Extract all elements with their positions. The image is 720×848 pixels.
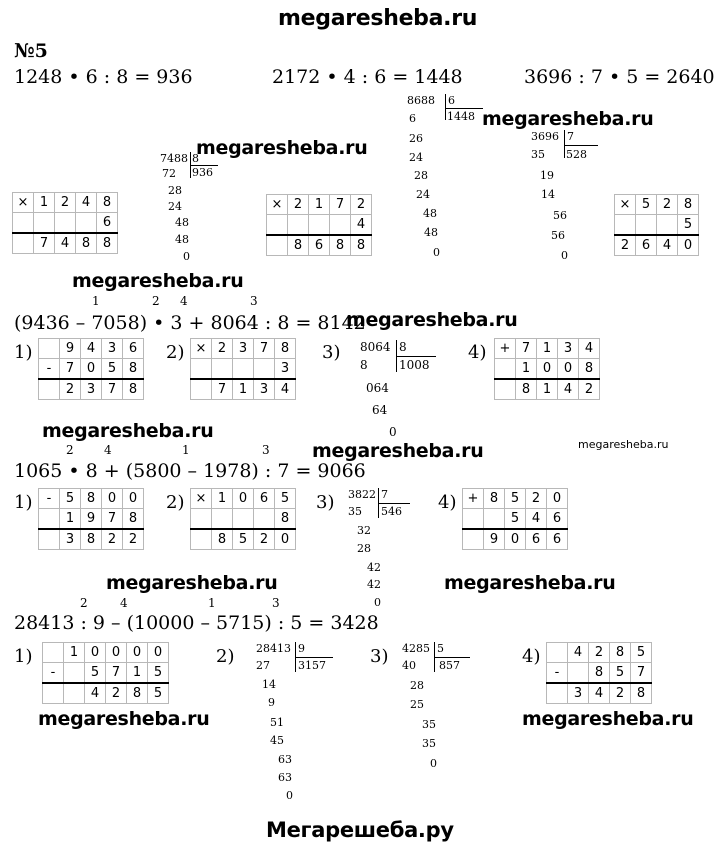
step: 0 (374, 596, 381, 609)
step-label: 4) (438, 492, 457, 513)
quotient: 3157 (298, 659, 326, 672)
digit: 3 (102, 339, 123, 359)
op: × (13, 193, 34, 213)
task-number: №5 (14, 40, 48, 62)
digit: 5 (505, 489, 526, 509)
watermark: megaresheba.ru (106, 572, 278, 594)
dividend: 8688 (407, 94, 435, 107)
quotient: 936 (192, 166, 213, 179)
digit: 7 (60, 359, 81, 380)
op: × (191, 489, 212, 509)
digit: 8 (76, 233, 97, 254)
digit: 0 (275, 529, 296, 550)
quotient: 546 (381, 505, 402, 518)
digit: 2 (615, 235, 636, 256)
step: 9 (268, 696, 275, 709)
digit: 8 (97, 233, 118, 254)
digit: 2 (60, 379, 81, 400)
watermark: megaresheba.ru (38, 708, 210, 730)
quotient-line (445, 108, 483, 109)
step: 27 (256, 659, 270, 672)
step-label: 4) (522, 646, 541, 667)
digit: 2 (657, 195, 678, 215)
step-label: 1) (14, 342, 33, 363)
op: × (267, 195, 288, 215)
step: 72 (162, 167, 176, 180)
step: 48 (424, 226, 438, 239)
step: 14 (262, 678, 276, 691)
step: 28 (357, 542, 371, 555)
digit: 6 (254, 489, 275, 509)
digit: 5 (148, 683, 169, 704)
quotient-line (396, 356, 436, 357)
digit: 0 (102, 489, 123, 509)
digit (484, 509, 505, 530)
digit (330, 215, 351, 236)
digit: 5 (610, 663, 631, 684)
divisor: 5 (437, 642, 444, 655)
digit: 6 (547, 529, 568, 550)
digit (212, 359, 233, 380)
digit: 4 (526, 509, 547, 530)
digit: 4 (558, 379, 579, 400)
digit: 8 (678, 195, 699, 215)
digit: 6 (636, 235, 657, 256)
order-number: 2 (80, 596, 88, 610)
step: 28 (414, 169, 428, 182)
step-label: 3) (370, 646, 389, 667)
step: 56 (551, 229, 565, 242)
digit (212, 509, 233, 530)
digit: 0 (148, 643, 169, 663)
op: - (43, 663, 64, 684)
op: - (39, 489, 60, 509)
step: 63 (278, 771, 292, 784)
digit: 0 (81, 359, 102, 380)
digit: 3 (568, 683, 589, 704)
digit: 9 (81, 509, 102, 530)
digit: 8 (123, 379, 144, 400)
step-label: 3) (322, 342, 341, 363)
digit: 5 (233, 529, 254, 550)
step: 28 (410, 679, 424, 692)
quotient-line (295, 657, 333, 658)
step: 24 (168, 200, 182, 213)
divisor: 7 (381, 488, 388, 501)
digit: 2 (212, 339, 233, 359)
step: 14 (541, 188, 555, 201)
digit: 1 (537, 339, 558, 359)
digit: 0 (505, 529, 526, 550)
digit: 1 (309, 195, 330, 215)
multiplication-1065x8 (190, 488, 296, 550)
digit (76, 213, 97, 234)
digit: 8 (589, 663, 610, 684)
digit (309, 215, 330, 236)
quotient-line (378, 503, 410, 504)
digit: 9 (60, 339, 81, 359)
digit: 8 (288, 235, 309, 256)
digit: 0 (547, 489, 568, 509)
digit: 4 (589, 683, 610, 704)
digit: 7 (106, 663, 127, 684)
dividend: 28413 (256, 642, 291, 655)
digit: 5 (631, 643, 652, 663)
digit: 1 (64, 643, 85, 663)
digit: 1 (60, 509, 81, 530)
digit: 3 (558, 339, 579, 359)
order-number: 1 (92, 294, 100, 308)
step: 56 (553, 209, 567, 222)
order-number: 3 (250, 294, 258, 308)
step: 51 (270, 716, 284, 729)
dividend: 4285 (402, 642, 430, 655)
step-label: 2) (166, 342, 185, 363)
step-label: 3) (316, 492, 335, 513)
digit: 6 (123, 339, 144, 359)
op: - (39, 359, 60, 380)
step: 40 (402, 659, 416, 672)
step-label: 1) (14, 492, 33, 513)
step: 63 (278, 753, 292, 766)
step: 6 (409, 112, 416, 125)
digit: 0 (106, 643, 127, 663)
digit: 9 (484, 529, 505, 550)
digit: 2 (123, 529, 144, 550)
digit (254, 359, 275, 380)
digit: 1 (516, 359, 537, 380)
digit: 6 (547, 509, 568, 530)
quotient: 1008 (399, 358, 430, 372)
digit: 5 (678, 215, 699, 236)
op: - (547, 663, 568, 684)
watermark-small: megaresheba.ru (578, 438, 669, 451)
addition-7134-1008 (494, 338, 600, 400)
footer-title[interactable]: Мегарешеба.ру (266, 818, 454, 842)
op: + (463, 489, 484, 509)
digit: 5 (102, 359, 123, 380)
multiplication-2172x4 (266, 194, 372, 256)
dividend: 3696 (531, 130, 559, 143)
order-number: 4 (120, 596, 128, 610)
watermark: megaresheba.ru (72, 270, 244, 292)
order-number: 1 (182, 443, 190, 457)
order-number: 2 (66, 443, 74, 457)
digit: 8 (123, 359, 144, 380)
digit: 1 (212, 489, 233, 509)
dividend: 8064 (360, 340, 391, 354)
step: 0 (433, 246, 440, 259)
step: 48 (175, 216, 189, 229)
digit: 2 (526, 489, 547, 509)
step-label: 4) (468, 342, 487, 363)
dividend: 7488 (160, 152, 188, 165)
quotient: 528 (566, 148, 587, 161)
digit: 2 (288, 195, 309, 215)
digit: 4 (568, 643, 589, 663)
multiplication-528x5 (614, 194, 699, 256)
step: 35 (531, 148, 545, 161)
digit: 5 (60, 489, 81, 509)
digit: 4 (351, 215, 372, 236)
digit: 2 (589, 643, 610, 663)
digit: 8 (127, 683, 148, 704)
digit (568, 663, 589, 684)
digit: 7 (212, 379, 233, 400)
divisor: 8 (192, 152, 199, 165)
watermark: megaresheba.ru (42, 420, 214, 442)
expression-1: (9436 – 7058) • 3 + 8064 : 8 = 8142 (14, 312, 366, 334)
order-number: 3 (262, 443, 270, 457)
step: 48 (175, 233, 189, 246)
digit: 8 (275, 339, 296, 359)
division-bar (445, 94, 446, 120)
digit (34, 213, 55, 234)
digit: 8 (484, 489, 505, 509)
digit: 8 (631, 683, 652, 704)
digit: 0 (85, 643, 106, 663)
step: 0 (389, 425, 397, 439)
digit: 7 (516, 339, 537, 359)
digit: 5 (148, 663, 169, 684)
digit: 8 (275, 509, 296, 530)
digit: 6 (526, 529, 547, 550)
digit: 8 (516, 379, 537, 400)
dividend: 3822 (348, 488, 376, 501)
digit: 2 (351, 195, 372, 215)
digit: 5 (275, 489, 296, 509)
digit: 3 (275, 359, 296, 380)
digit (55, 213, 76, 234)
digit (657, 215, 678, 236)
digit: 3 (81, 379, 102, 400)
digit: 1 (537, 379, 558, 400)
digit: 8 (123, 509, 144, 530)
quotient-line (434, 657, 470, 658)
digit: 8 (351, 235, 372, 256)
digit: 6 (309, 235, 330, 256)
op: × (615, 195, 636, 215)
digit (64, 663, 85, 684)
digit: 0 (678, 235, 699, 256)
digit (254, 509, 275, 530)
digit: 2 (102, 529, 123, 550)
digit: 8 (97, 193, 118, 213)
watermark: megaresheba.ru (346, 309, 518, 331)
equation-1: 1248 • 6 : 8 = 936 (14, 66, 193, 88)
digit: 2 (254, 529, 275, 550)
digit: 5 (505, 509, 526, 530)
digit: 4 (55, 233, 76, 254)
digit: 1 (34, 193, 55, 213)
watermark: megaresheba.ru (522, 708, 694, 730)
digit (636, 215, 657, 236)
digit: 6 (97, 213, 118, 234)
digit: 0 (537, 359, 558, 380)
watermark: megaresheba.ru (482, 108, 654, 130)
digit: 0 (558, 359, 579, 380)
subtraction-4285-857 (546, 642, 652, 704)
step: 0 (430, 757, 437, 770)
subtraction-5800-1978 (38, 488, 144, 550)
digit: 7 (102, 379, 123, 400)
digit: 7 (330, 195, 351, 215)
step: 28 (168, 184, 182, 197)
quotient-line (564, 145, 598, 146)
digit: 8 (81, 489, 102, 509)
step: 26 (409, 132, 423, 145)
divisor: 8 (399, 340, 407, 354)
digit: 0 (233, 489, 254, 509)
digit: 0 (123, 489, 144, 509)
digit: 1 (233, 379, 254, 400)
step: 25 (410, 698, 424, 711)
watermark: megaresheba.ru (312, 440, 484, 462)
multiplication-1248x6 (12, 192, 118, 254)
digit: 2 (579, 379, 600, 400)
digit: 7 (254, 339, 275, 359)
step: 42 (367, 578, 381, 591)
digit: 3 (60, 529, 81, 550)
equation-3: 3696 : 7 • 5 = 2640 (524, 66, 715, 88)
digit: 8 (81, 529, 102, 550)
digit: 4 (85, 683, 106, 704)
step: 35 (422, 718, 436, 731)
order-number: 1 (208, 596, 216, 610)
quotient: 1448 (447, 110, 475, 123)
op: + (495, 339, 516, 359)
subtraction-10000-5715 (42, 642, 169, 704)
step: 48 (423, 207, 437, 220)
step: 8 (360, 358, 368, 372)
digit (64, 683, 85, 704)
divisor: 6 (448, 94, 455, 107)
step: 064 (366, 381, 389, 395)
watermark: megaresheba.ru (444, 572, 616, 594)
watermark: megaresheba.ru (196, 137, 368, 159)
digit: 7 (34, 233, 55, 254)
digit (233, 509, 254, 530)
digit: 8 (579, 359, 600, 380)
step: 24 (409, 151, 423, 164)
digit: 1 (127, 663, 148, 684)
site-title[interactable]: megaresheba.ru (278, 6, 478, 31)
step-label: 2) (166, 492, 185, 513)
digit: 5 (85, 663, 106, 684)
step: 0 (183, 250, 190, 263)
order-number: 2 (152, 294, 160, 308)
step-label: 2) (216, 646, 235, 667)
step: 19 (540, 169, 554, 182)
digit: 5 (636, 195, 657, 215)
digit: 4 (275, 379, 296, 400)
multiplication-2378x3 (190, 338, 296, 400)
digit: 2 (610, 683, 631, 704)
digit: 8 (610, 643, 631, 663)
digit: 3 (233, 339, 254, 359)
quotient: 857 (439, 659, 460, 672)
digit: 4 (81, 339, 102, 359)
digit: 8 (330, 235, 351, 256)
digit: 4 (76, 193, 97, 213)
subtraction-9436-7058 (38, 338, 144, 400)
step: 45 (270, 734, 284, 747)
digit: 7 (102, 509, 123, 530)
step: 42 (367, 561, 381, 574)
digit: 3 (254, 379, 275, 400)
order-number: 3 (272, 596, 280, 610)
step-label: 1) (14, 646, 33, 667)
step: 32 (357, 524, 371, 537)
step: 35 (422, 737, 436, 750)
digit: 8 (212, 529, 233, 550)
step: 64 (372, 403, 388, 417)
order-number: 4 (104, 443, 112, 457)
equation-2: 2172 • 4 : 6 = 1448 (272, 66, 463, 88)
digit (233, 359, 254, 380)
digit: 7 (631, 663, 652, 684)
expression-3: 28413 : 9 – (10000 – 5715) : 5 = 3428 (14, 612, 379, 634)
addition-8520-546 (462, 488, 568, 550)
step: 0 (561, 249, 568, 262)
step: 24 (416, 188, 430, 201)
expression-2: 1065 • 8 + (5800 – 1978) : 7 = 9066 (14, 460, 366, 482)
step: 0 (286, 789, 293, 802)
division-bar (564, 130, 565, 158)
divisor: 7 (567, 130, 574, 143)
step: 35 (348, 505, 362, 518)
digit: 4 (579, 339, 600, 359)
digit: 0 (127, 643, 148, 663)
digit: 2 (55, 193, 76, 213)
digit (288, 215, 309, 236)
digit: 2 (106, 683, 127, 704)
order-number: 4 (180, 294, 188, 308)
digit: 4 (657, 235, 678, 256)
op: × (191, 339, 212, 359)
divisor: 9 (298, 642, 305, 655)
